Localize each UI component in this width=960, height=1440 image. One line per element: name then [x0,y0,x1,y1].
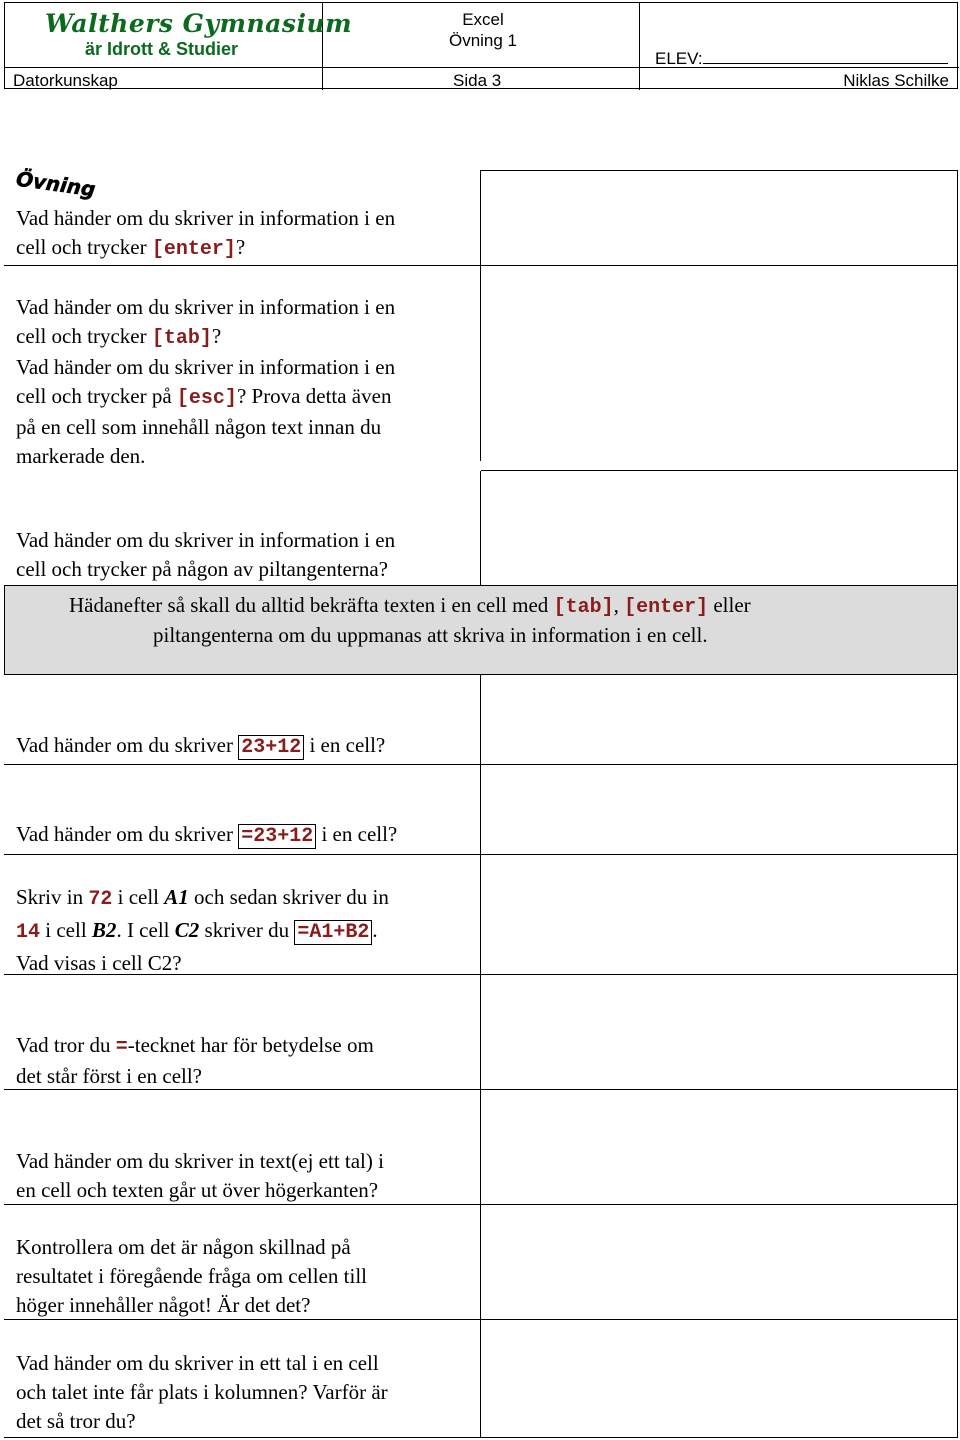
question-cell [4,1320,481,1438]
instruction-note [4,585,958,675]
question-cell [4,1205,481,1320]
question-table [4,166,958,1438]
question-text: Vad händer om du skriver =23+12 i en cell? [16,822,398,848]
note-text: Hädanefter så skall du alltid bekräfta texten i en cell med [tab], [enter] eller [69,593,751,619]
question-cell [4,855,481,975]
question-text: Vad händer om du skriver in information i en cell och trycker [tab]? Vad händer om du skriver in information i en cell och trycker på [esc]? Prova detta även på en cell som innehåll någon text innan du markerade den. [16,295,396,468]
page-number: Sida 3 [453,71,502,90]
school-logo [45,9,353,63]
question-text: Vad händer om du skriver in text(ej ett tal) i en cell och texten går ut över högerkanten? [16,1149,384,1202]
logo-line2: är Idrott & Studier [85,39,239,59]
question-cell [4,1090,481,1205]
student-field[interactable] [655,49,948,69]
logo-line1: Walthers Gymnasium [45,9,353,38]
exercise-label: Övning [14,166,97,202]
document-title [325,9,641,51]
question-cell [4,975,481,1090]
answer-cell[interactable] [481,855,958,975]
question-cell [4,675,481,765]
page-header [4,2,958,89]
answer-cell[interactable] [481,1205,958,1320]
question-cell [4,765,481,855]
answer-cell[interactable] [481,471,958,585]
question-text: Skriv in 72 i cell A1 och sedan skriver du in 14 i cell B2. I cell C2 skriver du =A1+B2 . Vad visas i cell C2? [16,885,389,975]
course-name: Datorkunskap [13,71,118,90]
question-text: Vad händer om du skriver 23+12 i en cell? [16,733,386,759]
answer-cell[interactable] [481,765,958,855]
answer-cell[interactable] [481,266,958,471]
question-text: Vad händer om du skriver in ett tal i en cell och talet inte får plats i kolumnen? Varför är det så tror du? [16,1351,388,1433]
answer-cell[interactable] [481,1090,958,1205]
answer-cell[interactable] [481,170,958,266]
student-label: ELEV: [655,49,703,68]
subtitle: Övning 1 [448,31,518,50]
question-text: Vad händer om du skriver in information i en cell och trycker [enter]? [16,206,396,261]
question-text: Kontrollera om det är någon skillnad på resultatet i föregående fråga om cellen till höger innehåller något! Är det det? [16,1235,368,1317]
question-text: Vad händer om du skriver in information i en cell och trycker på någon av piltangenterna? [16,528,396,581]
question-cell [4,166,481,266]
question-cell [4,266,481,468]
answer-cell[interactable] [481,675,958,765]
question-cell [4,471,481,585]
note-text-line2: piltangenterna om du uppmanas att skriva in information i en cell. [153,623,708,647]
answer-cell[interactable] [481,1320,958,1438]
author-name: Niklas Schilke [843,71,949,90]
question-text: Vad tror du =-tecknet har för betydelse om det står först i en cell? [16,1033,374,1088]
answer-cell[interactable] [481,975,958,1090]
title: Excel [462,10,504,29]
